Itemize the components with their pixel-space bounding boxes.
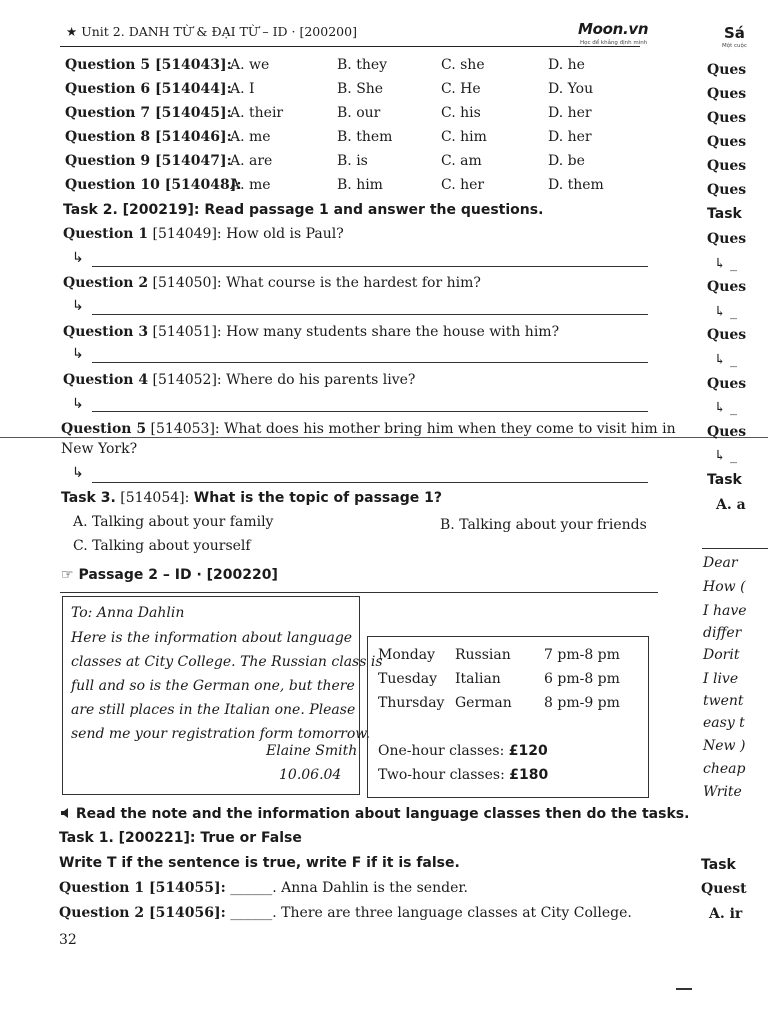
- passage2-rule: [60, 592, 658, 593]
- cut-text: Quest: [701, 881, 747, 897]
- cut-text: Ques: [707, 86, 747, 102]
- scan-fold-line: [0, 437, 768, 438]
- right-page-subtitle-cut: Một cuộc: [722, 43, 747, 49]
- cut-text: Ques: [707, 279, 747, 295]
- instructions-line: [61, 806, 689, 822]
- question-label: Question 5 [514043]:: [65, 57, 232, 73]
- task3-heading: [61, 490, 442, 506]
- cut-text: Dorit: [703, 647, 740, 663]
- pointing-hand-icon: ☞: [61, 567, 74, 583]
- question-label: Question 1 [514055]:: [59, 880, 226, 896]
- price-value: £120: [508, 743, 548, 759]
- price-row: [378, 767, 548, 783]
- answer-line[interactable]: [92, 314, 648, 315]
- price-value: £180: [509, 767, 549, 783]
- option-b: B. they: [337, 57, 388, 73]
- answer-line[interactable]: [92, 266, 648, 267]
- instructions-text: Read the note and the information about language classes then do the tasks.: [75, 806, 690, 822]
- note-date: 10.06.04: [279, 767, 342, 783]
- cut-text: A. a: [716, 497, 746, 513]
- mc-question-row: [65, 57, 665, 79]
- question-text-continued: New York?: [61, 441, 138, 457]
- task3-label: Task 3.: [61, 490, 116, 506]
- open-question: [61, 421, 676, 437]
- cut-text: Task: [707, 472, 742, 488]
- option-c: C. He: [441, 81, 481, 97]
- note-line: send me your registration form tomorrow.: [71, 726, 371, 742]
- star-icon: ★: [66, 24, 78, 39]
- option-d: D. them: [548, 177, 604, 193]
- logo-tagline: Học để khẳng định mình: [580, 40, 648, 46]
- cut-text: Task: [707, 206, 742, 222]
- cut-text: New ): [703, 738, 746, 754]
- open-question: [63, 226, 344, 242]
- header-rule: [60, 46, 640, 47]
- option-c: C. she: [441, 57, 485, 73]
- question-label: Question 10 [514048]:: [65, 177, 242, 193]
- cut-text: A. ir: [709, 906, 743, 922]
- option-b: B. him: [337, 177, 383, 193]
- question-id: [514051]:: [152, 324, 222, 340]
- question-text: . There are three language classes at City College.: [272, 905, 632, 921]
- schedule-language: Russian: [455, 647, 511, 663]
- question-number: Question 4: [63, 372, 149, 388]
- cut-text: I have: [703, 603, 747, 619]
- cut-text: differ: [703, 625, 742, 641]
- question-label: Question 8 [514046]:: [65, 129, 232, 145]
- question-text: What does his mother bring him when they come to visit him in: [224, 421, 676, 437]
- question-text: . Anna Dahlin is the sender.: [272, 880, 468, 896]
- mc-question-row: [65, 105, 665, 127]
- scan-mark: [676, 988, 692, 990]
- option-d: D. be: [548, 153, 585, 169]
- task3-id: [514054]:: [120, 490, 190, 506]
- cut-text: Ques: [707, 110, 747, 126]
- price-label: One-hour classes:: [378, 743, 505, 759]
- page-number: 32: [59, 932, 77, 948]
- schedule-language: German: [455, 695, 512, 711]
- speaker-icon: [61, 808, 71, 818]
- unit-title: Unit 2. DANH TỪ & ĐẠI TỪ – ID · [200200]: [81, 24, 357, 39]
- cut-text: ↳ _: [714, 352, 738, 368]
- option-d: D. he: [548, 57, 585, 73]
- mc-question-row: [65, 81, 665, 103]
- price-row: [378, 743, 548, 759]
- schedule-language: Italian: [455, 671, 501, 687]
- option-a: A. we: [230, 57, 270, 73]
- question-number: Question 5: [61, 421, 147, 437]
- cut-text: Ques: [707, 62, 747, 78]
- option-b: B. our: [337, 105, 381, 121]
- note-box: [62, 596, 383, 795]
- task2-heading: Task 2. [200219]: Read passage 1 and answer the questions.: [63, 202, 544, 218]
- open-question: [63, 324, 559, 340]
- option-c: C. his: [441, 105, 481, 121]
- tf-question: [59, 880, 468, 896]
- answer-line[interactable]: [92, 362, 648, 363]
- question-number: Question 1: [63, 226, 149, 242]
- adjacent-page-rule: [702, 548, 768, 549]
- question-id: [514050]:: [152, 275, 222, 291]
- question-number: Question 3: [63, 324, 149, 340]
- option-c: C. her: [441, 177, 485, 193]
- cut-text: Dear: [703, 555, 738, 571]
- question-id: [514049]:: [152, 226, 222, 242]
- mc-question-row: [65, 153, 665, 175]
- price-label: Two-hour classes:: [378, 767, 505, 783]
- mc-question-row: [65, 177, 665, 199]
- question-number: Question 2: [63, 275, 149, 291]
- option-d: D. her: [548, 129, 592, 145]
- tf-task-heading: Task 1. [200221]: True or False: [59, 830, 302, 846]
- cut-text: ↳ _: [714, 304, 738, 320]
- question-id: [514052]:: [152, 372, 222, 388]
- open-question: [63, 275, 481, 291]
- note-line: are still places in the Italian one. Please: [71, 702, 356, 718]
- passage2-title: Passage 2 – ID · [200220]: [78, 567, 278, 583]
- cut-text: Task: [701, 857, 736, 873]
- option-c: C. him: [441, 129, 487, 145]
- cut-text: ↳ _: [714, 256, 738, 272]
- answer-arrow-icon: ↳: [72, 250, 84, 266]
- open-question: [63, 372, 415, 388]
- cut-text: Ques: [707, 158, 747, 174]
- note-line: Here is the information about language: [71, 630, 353, 646]
- mc-question-row: [65, 129, 665, 151]
- option-d: D. her: [548, 105, 592, 121]
- question-label: Question 6 [514044]:: [65, 81, 232, 97]
- schedule-time: 8 pm-9 pm: [544, 695, 620, 711]
- task3-option-b: B. Talking about your friends: [440, 517, 647, 533]
- note-recipient: To: Anna Dahlin: [71, 605, 185, 621]
- answer-line[interactable]: [92, 411, 648, 412]
- answer-line[interactable]: [92, 482, 648, 483]
- passage2-heading: [61, 567, 278, 583]
- cut-text: Ques: [707, 424, 747, 440]
- option-a: A. me: [230, 129, 271, 145]
- answer-blank[interactable]: ______: [230, 905, 273, 921]
- option-a: A. are: [230, 153, 273, 169]
- tf-task-instruction: Write T if the sentence is true, write F if it is false.: [59, 855, 460, 871]
- question-label: Question 2 [514056]:: [59, 905, 226, 921]
- answer-arrow-icon: ↳: [72, 346, 84, 362]
- cut-text: How (: [703, 579, 746, 595]
- cut-text: twent: [703, 693, 744, 709]
- note-line: full and so is the German one, but there: [71, 678, 355, 694]
- cut-text: Ques: [707, 134, 747, 150]
- question-label: Question 7 [514045]:: [65, 105, 232, 121]
- task3-question: What is the topic of passage 1?: [193, 490, 442, 506]
- task3-option-c: C. Talking about yourself: [73, 538, 251, 554]
- question-text: Where do his parents live?: [226, 372, 416, 388]
- note-line: classes at City College. The Russian class is: [71, 654, 383, 670]
- option-a: A. me: [230, 177, 271, 193]
- cut-text: Ques: [707, 327, 747, 343]
- question-id: [514053]:: [150, 421, 220, 437]
- option-b: B. them: [337, 129, 393, 145]
- option-d: D. You: [548, 81, 594, 97]
- schedule-time: 6 pm-8 pm: [544, 671, 620, 687]
- cut-text: easy t: [703, 715, 745, 731]
- question-text: What course is the hardest for him?: [226, 275, 481, 291]
- schedule-day: Monday: [378, 647, 435, 663]
- moon-logo: Moon.vn: [578, 20, 649, 38]
- question-text: How old is Paul?: [226, 226, 344, 242]
- cut-text: ↳ _: [714, 400, 738, 416]
- cut-text: ↳ _: [714, 448, 738, 464]
- cut-text: cheap: [703, 761, 746, 777]
- option-a: A. their: [230, 105, 284, 121]
- cut-text: Ques: [707, 182, 747, 198]
- page-header: [66, 24, 357, 39]
- task3-option-a: A. Talking about your family: [73, 514, 274, 530]
- option-b: B. is: [337, 153, 368, 169]
- schedule-day: Tuesday: [378, 671, 438, 687]
- right-page-title-cut: Sá: [724, 24, 745, 42]
- question-label: Question 9 [514047]:: [65, 153, 232, 169]
- tf-question: [59, 905, 632, 921]
- answer-blank[interactable]: ______: [230, 880, 273, 896]
- answer-arrow-icon: ↳: [72, 396, 84, 412]
- cut-text: I live: [703, 671, 739, 687]
- option-c: C. am: [441, 153, 482, 169]
- cut-text: Ques: [707, 376, 747, 392]
- question-text: How many students share the house with him?: [226, 324, 560, 340]
- note-signature: Elaine Smith: [266, 743, 358, 759]
- schedule-day: Thursday: [378, 695, 445, 711]
- option-a: A. I: [230, 81, 255, 97]
- answer-arrow-icon: ↳: [72, 298, 84, 314]
- schedule-time: 7 pm-8 pm: [544, 647, 620, 663]
- answer-arrow-icon: ↳: [72, 465, 84, 481]
- option-b: B. She: [337, 81, 384, 97]
- cut-text: Ques: [707, 231, 747, 247]
- class-schedule-box: [367, 636, 649, 798]
- cut-text: Write: [703, 784, 742, 800]
